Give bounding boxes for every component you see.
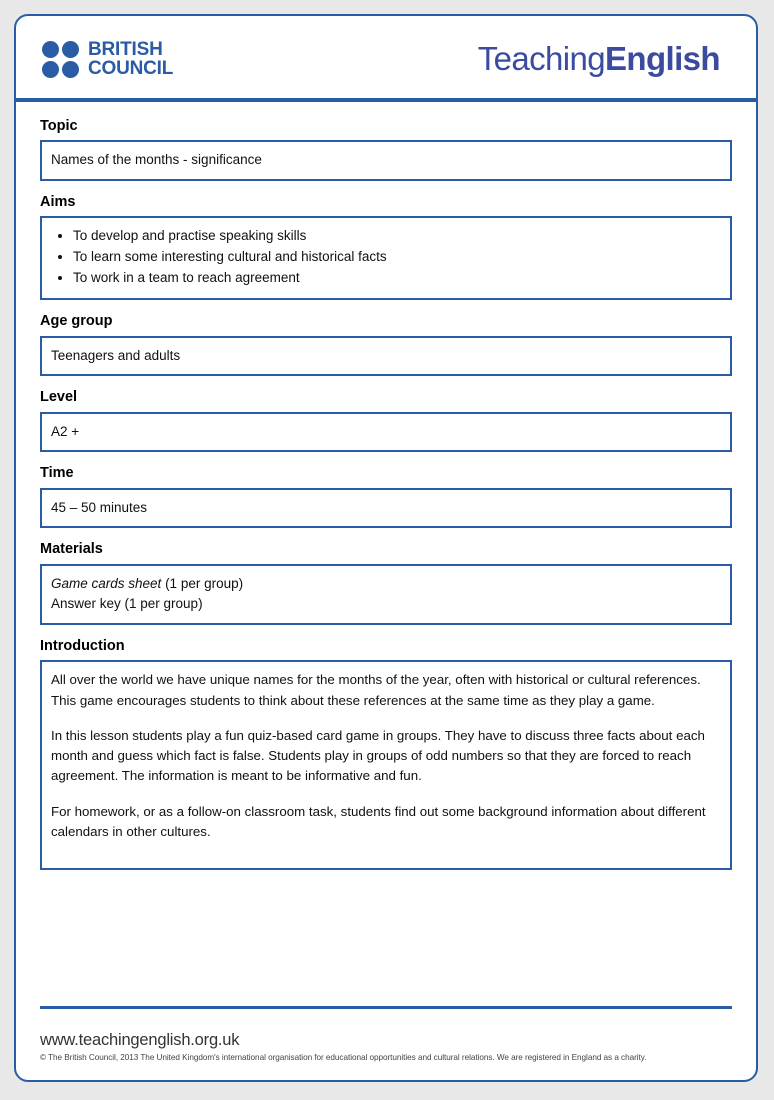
materials-label: Materials [40, 541, 103, 558]
british-council-line2: COUNCIL [88, 58, 174, 79]
materials-item-title: Game cards sheet [51, 575, 162, 591]
materials-line-2: Answer key (1 per group) [51, 595, 203, 611]
list-item: • To develop and practise speaking skills [73, 226, 721, 247]
introduction-paragraph: All over the world we have unique names for the months of the year, often with historical or cultural references. This game encourages students to think about these references at the same time as they play a game. [51, 672, 701, 708]
time-value: 45 – 50 minutes [51, 499, 148, 515]
footer-divider [40, 1006, 732, 1009]
introduction-label: Introduction [40, 638, 125, 655]
british-council-dots-icon [42, 41, 79, 78]
footer-copyright: © The British Council, 2013 The United Kingdom's international organisation for educational opportunities and cultural relations. We are registered in England as a charity. [40, 1053, 647, 1062]
teaching-english-bold: English [605, 40, 720, 77]
list-item: • To work in a team to reach agreement [73, 268, 721, 289]
british-council-logo [42, 40, 173, 79]
level-value-box [40, 412, 732, 453]
field-topic [40, 118, 732, 181]
aims-value-box [40, 216, 732, 300]
list-item: • To learn some interesting cultural and historical facts [73, 247, 721, 268]
materials-line-1 [51, 574, 721, 594]
topic-value-box [40, 140, 732, 181]
header-divider [16, 98, 756, 102]
level-label: Level [40, 389, 78, 406]
field-aims [40, 194, 732, 300]
teaching-english-light: Teaching [477, 40, 606, 77]
british-council-wordmark [88, 40, 173, 79]
time-label: Time [40, 465, 74, 482]
teaching-english-logo [478, 40, 720, 78]
logo-dot [42, 41, 59, 58]
field-age-group [40, 313, 732, 376]
field-introduction [40, 638, 732, 870]
level-value: A2 + [51, 423, 80, 439]
page-header [16, 16, 756, 102]
field-time [40, 465, 732, 528]
field-level [40, 389, 732, 452]
logo-dot [42, 61, 59, 78]
materials-value-box [40, 564, 732, 626]
page-footer [40, 1006, 732, 1062]
lesson-plan-content [16, 102, 756, 870]
topic-label: Topic [40, 118, 78, 134]
lesson-plan-page [14, 14, 758, 1082]
age-group-value-box [40, 336, 732, 377]
logo-dot [62, 61, 79, 78]
field-materials [40, 541, 732, 625]
age-group-label: Age group [40, 313, 113, 330]
aims-label: Aims [40, 193, 76, 210]
introduction-paragraph: For homework, or as a follow-on classroom task, students find out some background information about different calendars in other cultures. [51, 803, 706, 839]
aims-list [51, 226, 721, 289]
introduction-paragraph: In this lesson students play a fun quiz-based card game in groups. They have to discuss three facts about each month and guess which fact is false. Students play in groups of odd numbers so that they are forced to reach agreement. The information is meant to be informative and fun. [51, 727, 705, 784]
footer-website-url[interactable]: www.teachingenglish.org.uk [40, 1031, 240, 1049]
materials-item-qty: (1 per group) [161, 575, 244, 591]
topic-value: Names of the months - significance [51, 152, 262, 168]
logo-dot [62, 41, 79, 58]
age-group-value: Teenagers and adults [51, 347, 181, 363]
time-value-box [40, 488, 732, 529]
introduction-value-box [40, 660, 732, 870]
british-council-line1: BRITISH [88, 38, 163, 60]
